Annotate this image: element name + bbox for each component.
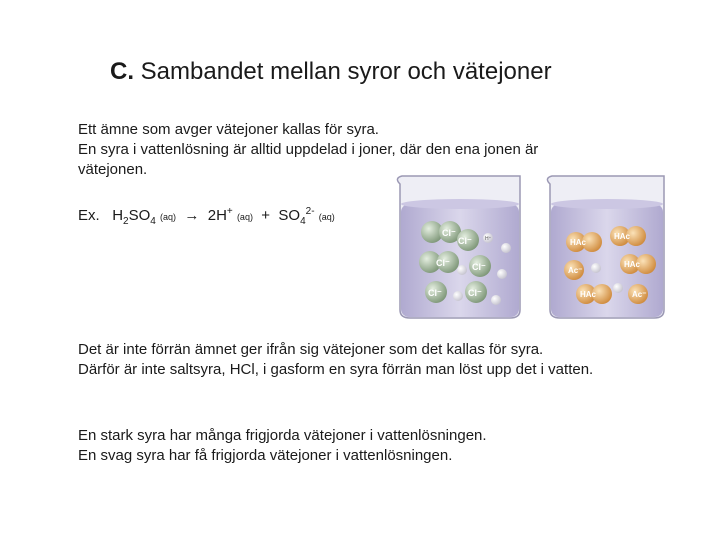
svg-text:HAc: HAc <box>624 260 641 269</box>
h-ion <box>491 295 501 305</box>
h-ion <box>591 263 601 273</box>
title-text: Sambandet mellan syror och vätejoner <box>140 58 552 85</box>
eq-product-1: 2H+ <box>207 206 233 224</box>
h-ion <box>501 243 511 253</box>
svg-text:H⁺: H⁺ <box>485 236 492 242</box>
h-ion <box>453 291 463 301</box>
svg-text:Cl⁻: Cl⁻ <box>458 236 472 246</box>
h-ion <box>613 283 623 293</box>
strong-acid-line: En stark syra har många frigjorda vätejoner i vattenlösningen. <box>78 427 487 444</box>
h-ion <box>497 269 507 279</box>
eq-reactant: $H_2SO_4$ <box>112 207 156 227</box>
cl-ion <box>425 281 447 303</box>
svg-text:HAc: HAc <box>580 290 597 299</box>
eq-arrow: → <box>184 207 200 224</box>
chemical-equation <box>78 206 335 227</box>
cl-ion <box>469 255 491 277</box>
svg-text:Cl⁻: Cl⁻ <box>472 262 486 272</box>
svg-text:Cl⁻: Cl⁻ <box>428 288 442 298</box>
svg-text:HAc: HAc <box>570 238 587 247</box>
explanation-paragraph <box>78 340 618 380</box>
intro-line-1: Ett ämne som avger vätejoner kallas för syra. <box>78 121 379 138</box>
beakers-illustration <box>392 170 672 320</box>
intro-line-2: En syra i vattenlösning är alltid uppdelad i joner, där den ena jonen är vätejonen. <box>78 141 539 178</box>
ac-ion <box>564 260 584 280</box>
explanation-line-2: Därför är inte saltsyra, HCl, i gasform en syra förrän man löst upp det i vatten. <box>78 361 594 378</box>
svg-text:HAc: HAc <box>614 232 631 241</box>
svg-text:Cl⁻: Cl⁻ <box>468 288 482 298</box>
title-letter: C. <box>110 58 134 85</box>
weak-acid-beaker <box>547 176 664 318</box>
svg-text:Cl⁻: Cl⁻ <box>436 258 450 268</box>
svg-text:Cl⁻: Cl⁻ <box>442 228 456 238</box>
svg-text:Ac⁻: Ac⁻ <box>568 266 583 275</box>
eq-prefix: Ex. <box>78 207 100 224</box>
eq-plus: + <box>261 207 271 224</box>
strength-paragraph <box>78 426 618 466</box>
explanation-line-1: Det är inte förrän ämnet ger ifrån sig vätejoner som det kallas för syra. <box>78 341 544 358</box>
strong-acid-beaker <box>397 176 520 318</box>
cl-ion <box>465 281 487 303</box>
eq-state-2: (aq) <box>236 212 253 222</box>
cl-ion <box>457 229 479 251</box>
slide-title <box>110 58 552 86</box>
h-ion <box>457 265 467 275</box>
weak-acid-line: En svag syra har få frigjorda vätejoner i vattenlösningen. <box>78 447 453 464</box>
svg-text:Ac⁻: Ac⁻ <box>632 290 647 299</box>
h-ion <box>483 233 493 243</box>
eq-product-2: $SO_4^{2-}$ <box>278 206 315 227</box>
eq-state-3: (aq) <box>318 212 335 222</box>
ac-ion <box>628 284 648 304</box>
eq-state-1: (aq) <box>160 212 177 222</box>
